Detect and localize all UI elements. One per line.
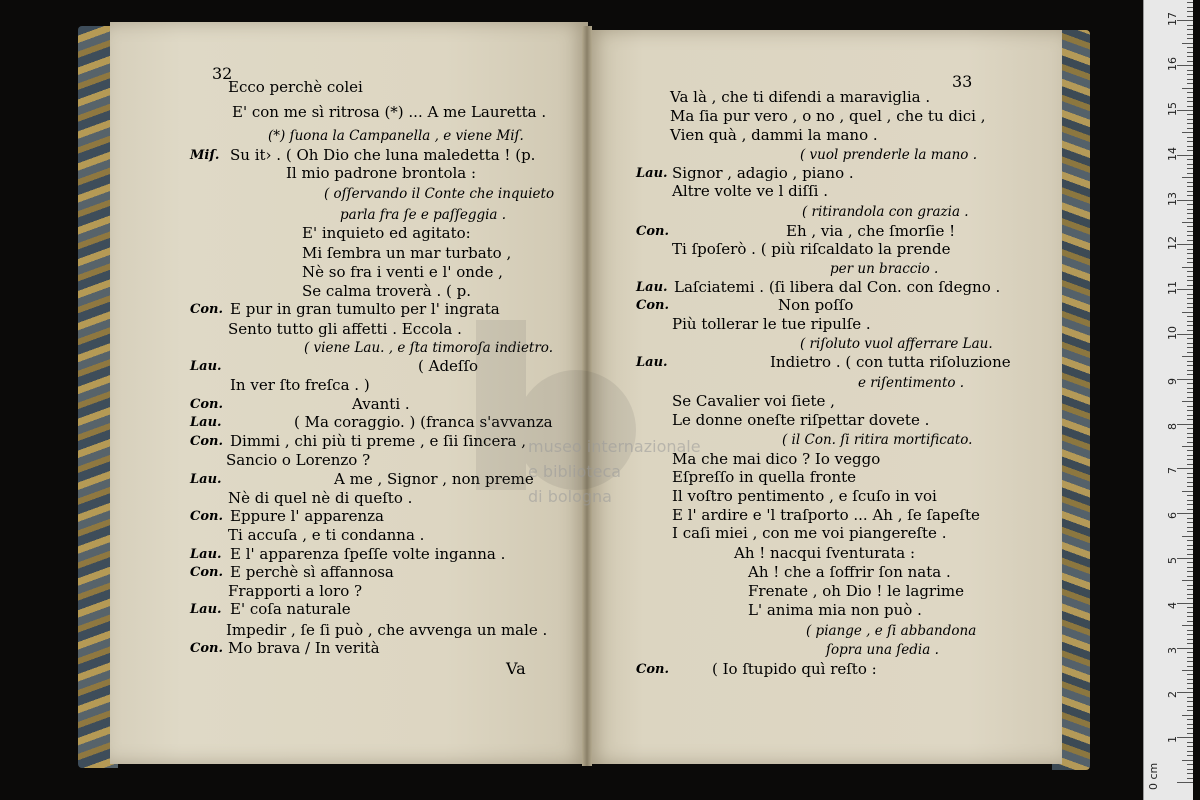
ruler-tick xyxy=(1187,433,1193,434)
ruler-tick xyxy=(1187,38,1193,39)
ruler-tick xyxy=(1187,509,1193,510)
ruler-tick xyxy=(1187,11,1193,12)
text-line: Ti ſpoſerò . ( più riſcaldato la prende xyxy=(672,240,951,258)
ruler-tick xyxy=(1187,616,1193,617)
text-line: Dimmi , chi più ti preme , e ſii ſincera , xyxy=(230,432,526,450)
ruler-tick xyxy=(1187,137,1193,138)
ruler-tick xyxy=(1182,580,1193,581)
ruler-tick xyxy=(1187,415,1193,416)
ruler-tick xyxy=(1182,132,1193,133)
ruler-tick xyxy=(1177,603,1193,604)
ruler-number: 16 xyxy=(1166,57,1179,72)
text-line: Il mio padrone brontola : xyxy=(286,164,477,182)
ruler-number: 14 xyxy=(1166,146,1179,161)
ruler-tick xyxy=(1187,34,1193,35)
text-line: E perchè sì affannosa xyxy=(230,563,394,581)
ruler-tick xyxy=(1187,352,1193,353)
ruler-tick xyxy=(1187,123,1193,124)
ruler-tick xyxy=(1187,370,1193,371)
ruler-tick xyxy=(1187,549,1193,550)
ruler-tick xyxy=(1187,159,1193,160)
text-line: Frapporti a loro ? xyxy=(228,582,363,600)
text-line: ( il Con. ſi ritira mortificato. xyxy=(782,432,973,448)
ruler-tick xyxy=(1187,150,1193,151)
ruler-tick xyxy=(1187,576,1193,577)
ruler-tick xyxy=(1187,330,1193,331)
ruler-tick xyxy=(1182,401,1193,402)
ruler-tick xyxy=(1187,701,1193,702)
text-line: Se calma troverà . ( p. xyxy=(302,282,471,300)
ruler-tick xyxy=(1187,545,1193,546)
text-line: E' inquieto ed agitato: xyxy=(302,224,471,242)
speaker-label: Con. xyxy=(190,434,223,449)
text-line: Ah ! nacqui ſventurata : xyxy=(734,544,916,562)
text-line: Nè so fra i venti e l' onde , xyxy=(302,263,503,281)
ruler-tick xyxy=(1187,746,1193,747)
watermark-line-3: di bologna xyxy=(528,487,612,506)
ruler-tick xyxy=(1187,406,1193,407)
ruler-tick xyxy=(1187,450,1193,451)
ruler-tick xyxy=(1187,473,1193,474)
ruler-tick xyxy=(1187,388,1193,389)
ruler-tick xyxy=(1187,101,1193,102)
text-line: Ah ! che a ſoffrir ſon nata . xyxy=(748,563,951,581)
ruler-tick xyxy=(1187,666,1193,667)
speaker-label: Con. xyxy=(636,662,669,677)
text-line: (*) ſuona la Campanella , e viene Miſ. xyxy=(268,128,524,144)
ruler-tick xyxy=(1187,191,1193,192)
speaker-label: Con. xyxy=(190,641,223,656)
text-line: Nè di quel nè di queſto . xyxy=(228,489,413,507)
ruler-tick xyxy=(1187,106,1193,107)
text-line: Eſpreſſo in quella fronte xyxy=(672,468,857,486)
ruler-tick xyxy=(1187,294,1193,295)
text-line: Frenate , oh Dio ! le lagrime xyxy=(748,582,964,600)
text-line: Signor , adagio , piano . xyxy=(672,164,854,182)
text-line: Mi ſembra un mar turbato , xyxy=(302,244,512,262)
ruler-tick xyxy=(1182,177,1193,178)
ruler-tick xyxy=(1177,244,1193,245)
ruler-tick xyxy=(1177,379,1193,380)
text-line: ( ritirandola con grazia . xyxy=(802,204,969,220)
ruler-number: 8 xyxy=(1166,422,1179,430)
ruler-number: 1 xyxy=(1166,736,1179,744)
ruler-tick xyxy=(1187,235,1193,236)
ruler-tick xyxy=(1187,16,1193,17)
ruler-tick xyxy=(1187,52,1193,53)
ruler-tick xyxy=(1187,562,1193,563)
text-line: ( piange , e ſi abbandona xyxy=(806,623,977,639)
measurement-ruler xyxy=(1143,0,1193,800)
ruler-tick xyxy=(1187,271,1193,272)
ruler-number: 5 xyxy=(1166,557,1179,564)
ruler-tick xyxy=(1187,325,1193,326)
ruler-tick xyxy=(1187,554,1193,555)
watermark-line-2: e biblioteca xyxy=(528,462,622,481)
ruler-tick xyxy=(1187,92,1193,93)
ruler-tick xyxy=(1177,737,1193,738)
ruler-tick xyxy=(1187,114,1193,115)
text-line: Il voſtro pentimento , e ſcuſo in voi xyxy=(672,487,937,505)
text-line: Sento tutto gli affetti . Eccola . xyxy=(228,320,462,338)
speaker-label: Con. xyxy=(636,298,669,313)
text-line: parla fra ſe e paſſeggia . xyxy=(340,207,507,223)
ruler-tick xyxy=(1187,74,1193,75)
ruler-tick xyxy=(1187,231,1193,232)
ruler-tick xyxy=(1187,361,1193,362)
ruler-tick xyxy=(1187,276,1193,277)
ruler-tick xyxy=(1187,195,1193,196)
ruler-tick xyxy=(1187,661,1193,662)
ruler-tick xyxy=(1187,630,1193,631)
text-line: Su it› . ( Oh Dio che luna maledetta ! (p. xyxy=(230,146,536,164)
text-line: L' anima mia non può . xyxy=(748,601,922,619)
ruler-tick xyxy=(1187,182,1193,183)
ruler-tick xyxy=(1187,652,1193,653)
ruler-tick xyxy=(1187,719,1193,720)
ruler-tick xyxy=(1187,2,1193,3)
ruler-tick xyxy=(1187,285,1193,286)
ruler-tick xyxy=(1187,455,1193,456)
ruler-unit-label: 0 cm xyxy=(1147,762,1160,790)
text-line: Eh , via , che ſmorſie ! xyxy=(786,222,956,240)
speaker-label: Lau. xyxy=(190,602,222,617)
ruler-tick xyxy=(1187,70,1193,71)
speaker-label: Con. xyxy=(190,397,223,412)
ruler-number: 15 xyxy=(1166,102,1179,116)
ruler-tick xyxy=(1187,186,1193,187)
speaker-label: Lau. xyxy=(636,280,668,295)
ruler-tick xyxy=(1187,504,1193,505)
page-number-left: 32 xyxy=(212,64,233,83)
ruler-tick xyxy=(1187,657,1193,658)
ruler-tick xyxy=(1187,316,1193,317)
ruler-tick xyxy=(1187,697,1193,698)
ruler-tick xyxy=(1187,343,1193,344)
ruler-tick xyxy=(1187,303,1193,304)
ruler-tick xyxy=(1187,634,1193,635)
ruler-tick xyxy=(1177,155,1193,156)
ruler-tick xyxy=(1187,607,1193,608)
watermark-line-1: museo internazionale xyxy=(528,437,701,456)
text-line: E pur in gran tumulto per l' ingrata xyxy=(230,300,500,318)
text-line: E' con me sì ritrosa (*) ... A me Lauretta . xyxy=(232,103,547,121)
ruler-tick xyxy=(1177,289,1193,290)
ruler-number: 9 xyxy=(1166,377,1179,385)
ruler-tick xyxy=(1182,760,1193,761)
ruler-tick xyxy=(1182,356,1193,357)
page-number-right: 33 xyxy=(952,72,973,91)
text-line: E l' ardire e 'l traſporto ... Ah , ſe ſapeſte xyxy=(672,506,980,524)
ruler-tick xyxy=(1187,643,1193,644)
ruler-tick xyxy=(1187,146,1193,147)
ruler-tick xyxy=(1187,751,1193,752)
ruler-tick xyxy=(1187,724,1193,725)
text-line: ſopra una ſedia . xyxy=(826,642,939,658)
speaker-label: Lau. xyxy=(190,472,222,487)
ruler-tick xyxy=(1187,482,1193,483)
ruler-tick xyxy=(1187,280,1193,281)
ruler-number: 4 xyxy=(1166,601,1179,609)
ruler-tick xyxy=(1187,419,1193,420)
ruler-tick xyxy=(1187,683,1193,684)
ruler-tick xyxy=(1187,258,1193,259)
ruler-tick xyxy=(1187,764,1193,765)
text-line: Più tollerar le tue ripulſe . xyxy=(672,315,871,333)
ruler-tick xyxy=(1187,728,1193,729)
ruler-tick xyxy=(1187,168,1193,169)
ruler-tick xyxy=(1177,648,1193,649)
ruler-tick xyxy=(1187,567,1193,568)
ruler-tick xyxy=(1187,262,1193,263)
ruler-tick xyxy=(1187,464,1193,465)
text-line: Laſciatemi . (ſi libera dal Con. con ſdegno . xyxy=(674,278,1001,296)
ruler-number: 11 xyxy=(1166,281,1179,296)
ruler-tick xyxy=(1187,119,1193,120)
ruler-tick xyxy=(1177,424,1193,425)
ruler-tick xyxy=(1187,83,1193,84)
ruler-tick xyxy=(1187,61,1193,62)
ruler-tick xyxy=(1187,141,1193,142)
ruler-tick xyxy=(1182,222,1193,223)
ruler-number: 13 xyxy=(1166,191,1179,206)
speaker-label: Con. xyxy=(190,509,223,524)
ruler-tick xyxy=(1182,446,1193,447)
ruler-tick xyxy=(1177,334,1193,335)
ruler-tick xyxy=(1187,621,1193,622)
ruler-tick xyxy=(1187,571,1193,572)
ruler-tick xyxy=(1187,97,1193,98)
speaker-label: Lau. xyxy=(636,355,668,370)
ruler-tick xyxy=(1187,486,1193,487)
speaker-label: Lau. xyxy=(636,166,668,181)
ruler-tick xyxy=(1187,477,1193,478)
ruler-tick xyxy=(1187,7,1193,8)
ruler-tick xyxy=(1187,307,1193,308)
text-line: Eppure l' apparenza xyxy=(230,507,384,525)
ruler-tick xyxy=(1177,692,1193,693)
ruler-tick xyxy=(1177,65,1193,66)
text-line: Ecco perchè colei xyxy=(228,78,363,96)
ruler-tick xyxy=(1187,495,1193,496)
ruler-tick xyxy=(1187,397,1193,398)
ruler-tick xyxy=(1182,88,1193,89)
ruler-tick xyxy=(1187,459,1193,460)
text-line: Avanti . xyxy=(352,395,410,413)
ruler-tick xyxy=(1177,110,1193,111)
ruler-tick xyxy=(1177,782,1193,783)
speaker-label: Con. xyxy=(636,224,669,239)
ruler-tick xyxy=(1187,338,1193,339)
ruler-tick xyxy=(1187,733,1193,734)
ruler-tick xyxy=(1187,598,1193,599)
text-line: e riſentimento . xyxy=(858,375,965,391)
speaker-label: Lau. xyxy=(190,415,222,430)
text-line: ( riſoluto vuol afferrare Lau. xyxy=(800,336,993,352)
ruler-tick xyxy=(1187,540,1193,541)
ruler-tick xyxy=(1177,200,1193,201)
ruler-tick xyxy=(1187,213,1193,214)
ruler-tick xyxy=(1187,164,1193,165)
ruler-tick xyxy=(1187,253,1193,254)
ruler-tick xyxy=(1187,410,1193,411)
ruler-tick xyxy=(1182,715,1193,716)
ruler-number: 12 xyxy=(1166,236,1179,251)
ruler-tick xyxy=(1187,612,1193,613)
ruler-tick xyxy=(1187,209,1193,210)
ruler-number: 2 xyxy=(1166,691,1179,699)
ruler-tick xyxy=(1177,513,1193,514)
text-line: Non poſſo xyxy=(778,296,854,314)
ruler-tick xyxy=(1182,267,1193,268)
text-line: ( Ma coraggio. ) (franca s'avvanza xyxy=(294,413,553,431)
ruler-tick xyxy=(1187,240,1193,241)
text-line: Altre volte ve l diſſi . xyxy=(672,182,828,200)
ruler-tick xyxy=(1187,742,1193,743)
ruler-tick xyxy=(1187,688,1193,689)
ruler-tick xyxy=(1187,428,1193,429)
ruler-tick xyxy=(1187,639,1193,640)
ruler-tick xyxy=(1187,249,1193,250)
ruler-tick xyxy=(1187,347,1193,348)
ruler-tick xyxy=(1182,670,1193,671)
speaker-label: Con. xyxy=(190,302,223,317)
ruler-tick xyxy=(1187,437,1193,438)
ruler-tick xyxy=(1187,47,1193,48)
ruler-tick xyxy=(1187,518,1193,519)
ruler-tick xyxy=(1187,392,1193,393)
text-line: Le donne oneſte riſpettar dovete . xyxy=(672,411,930,429)
speaker-label: Miſ. xyxy=(190,148,220,163)
text-line: Va là , che ti difendi a maraviglia . xyxy=(670,88,931,106)
ruler-tick xyxy=(1187,226,1193,227)
ruler-tick xyxy=(1187,218,1193,219)
text-line: E l' apparenza ſpeſſe volte inganna . xyxy=(230,545,506,563)
ruler-number: 17 xyxy=(1166,12,1179,27)
text-line: Ma ſia pur vero , o no , quel , che tu dici , xyxy=(670,107,986,125)
ruler-tick xyxy=(1187,79,1193,80)
text-line: per un braccio . xyxy=(830,261,939,277)
text-line: Sancio o Lorenzo ? xyxy=(226,451,371,469)
ruler-tick xyxy=(1187,594,1193,595)
ruler-tick xyxy=(1187,531,1193,532)
ruler-number: 7 xyxy=(1166,467,1179,475)
text-line: ( vuol prenderle la mano . xyxy=(800,147,977,163)
ruler-tick xyxy=(1187,773,1193,774)
ruler-tick xyxy=(1187,527,1193,528)
text-line: Mo brava / In verità xyxy=(228,639,380,657)
ruler-tick xyxy=(1187,204,1193,205)
ruler-tick xyxy=(1187,383,1193,384)
ruler-tick xyxy=(1182,625,1193,626)
ruler-tick xyxy=(1187,56,1193,57)
ruler-tick xyxy=(1187,674,1193,675)
text-line: Se Cavalier voi ſiete , xyxy=(672,392,835,410)
ruler-tick xyxy=(1187,374,1193,375)
text-line: ( Io ſtupido quì reſto : xyxy=(712,660,877,678)
ruler-tick xyxy=(1187,29,1193,30)
text-line: In ver ſto freſca . ) xyxy=(230,376,370,394)
ruler-tick xyxy=(1187,522,1193,523)
text-line: E' coſa naturale xyxy=(230,600,351,618)
ruler-tick xyxy=(1187,755,1193,756)
ruler-tick xyxy=(1177,20,1193,21)
text-line: ( oſſervando il Conte che inquieto xyxy=(324,186,555,202)
ruler-tick xyxy=(1187,769,1193,770)
text-line: ( viene Lau. , e ſta timoroſa indietro. xyxy=(304,340,553,356)
ruler-tick xyxy=(1187,173,1193,174)
text-line: Vien quà , dammi la mano . xyxy=(670,126,878,144)
text-line: Indietro . ( con tutta riſoluzione xyxy=(770,353,1011,371)
ruler-tick xyxy=(1187,585,1193,586)
ruler-tick xyxy=(1177,468,1193,469)
speaker-label: Lau. xyxy=(190,359,222,374)
ruler-tick xyxy=(1177,558,1193,559)
ruler-tick xyxy=(1187,589,1193,590)
ruler-number: 6 xyxy=(1166,512,1179,520)
ruler-tick xyxy=(1187,128,1193,129)
ruler-tick xyxy=(1187,365,1193,366)
text-line: Ti accuſa , e ti condanna . xyxy=(228,526,425,544)
ruler-tick xyxy=(1187,500,1193,501)
ruler-number: 10 xyxy=(1166,326,1179,340)
text-line: A me , Signor , non preme xyxy=(334,470,534,488)
text-line: Impedir , ſe ſi può , che avvenga un male . xyxy=(226,621,548,639)
text-line: Ma che mai dico ? Io veggo xyxy=(672,450,881,468)
ruler-tick xyxy=(1182,536,1193,537)
ruler-tick xyxy=(1187,706,1193,707)
ruler-tick xyxy=(1187,321,1193,322)
ruler-tick xyxy=(1187,25,1193,26)
ruler-tick xyxy=(1187,298,1193,299)
ruler-tick xyxy=(1187,778,1193,779)
text-line: I caſi miei , con me voi piangereſte . xyxy=(672,524,947,542)
catchword: Va xyxy=(506,659,526,678)
ruler-tick xyxy=(1182,491,1193,492)
ruler-number: 3 xyxy=(1166,646,1179,654)
ruler-tick xyxy=(1182,43,1193,44)
watermark-text xyxy=(528,434,701,509)
ruler-tick xyxy=(1182,312,1193,313)
ruler-tick xyxy=(1187,710,1193,711)
text-line: ( Adeſſo xyxy=(418,357,479,375)
ruler-tick xyxy=(1187,442,1193,443)
speaker-label: Lau. xyxy=(190,547,222,562)
ruler-tick xyxy=(1187,679,1193,680)
speaker-label: Con. xyxy=(190,565,223,580)
